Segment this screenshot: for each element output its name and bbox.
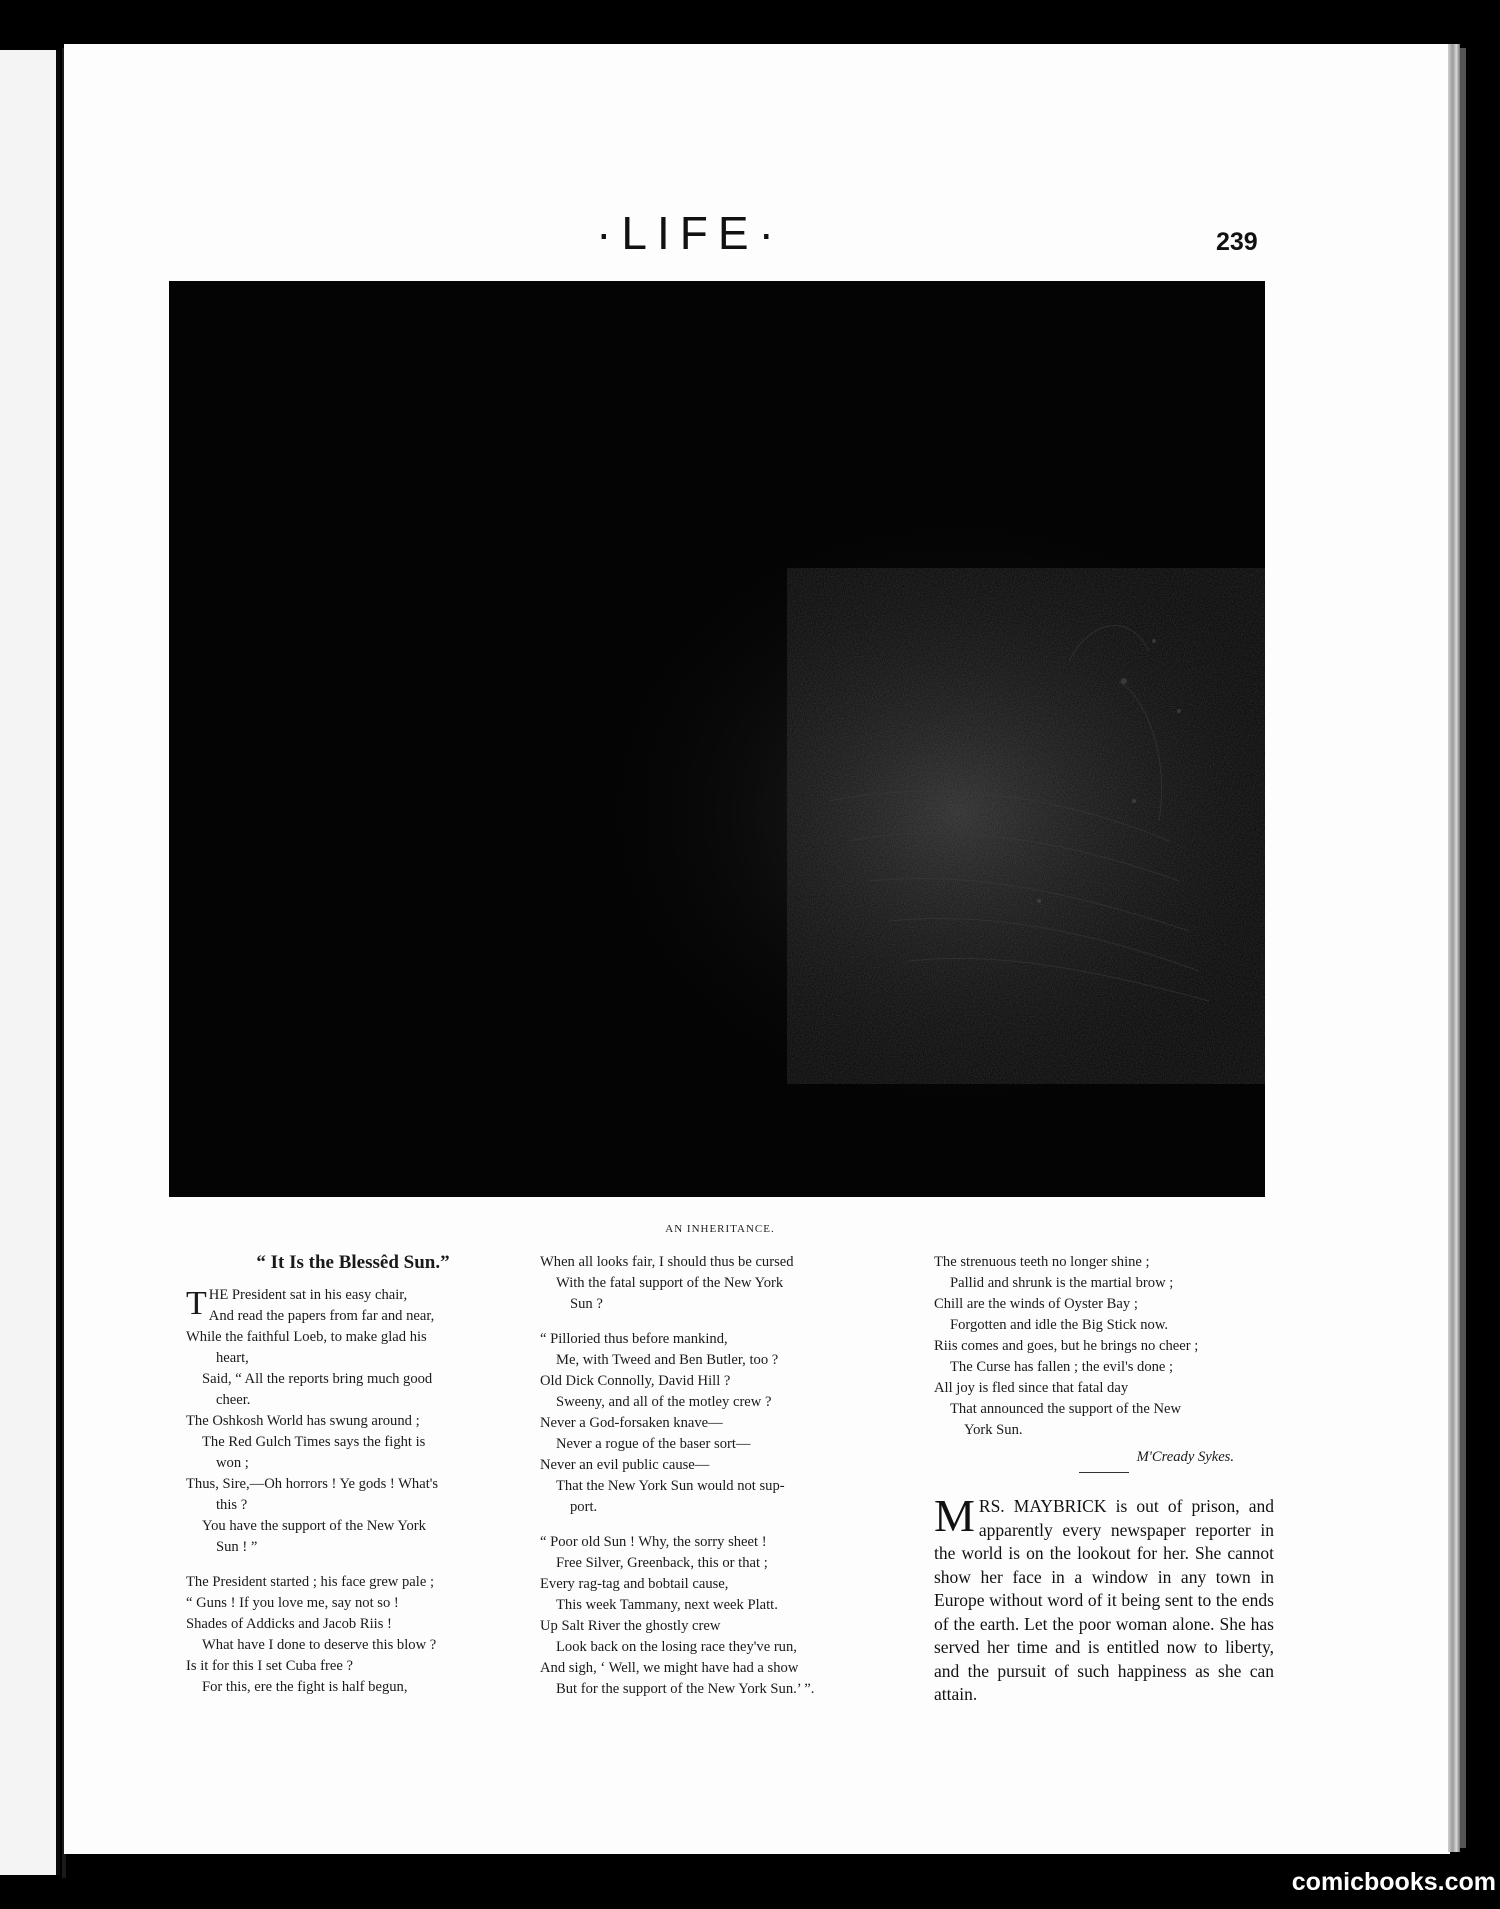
poem-line: The President started ; his face grew pale ;	[186, 1574, 435, 1590]
poem-column-2	[540, 1252, 900, 1714]
poem-line: Forgotten and idle the Big Stick now.	[950, 1317, 1169, 1333]
poem-line: While the faithful Loeb, to make glad his	[186, 1329, 427, 1345]
poem-line: You have the support of the New York	[202, 1518, 426, 1534]
section-divider	[1079, 1472, 1129, 1473]
poem-line: Sun ! ”	[216, 1539, 258, 1555]
facing-page-edge	[0, 50, 60, 1875]
poem-line: With the fatal support of the New York	[556, 1275, 784, 1291]
poem-line: Up Salt River the ghostly crew	[540, 1618, 721, 1634]
poem-line: “ Poor old Sun ! Why, the sorry sheet !	[540, 1534, 767, 1550]
maybrick-paragraph	[934, 1490, 1274, 1707]
poem-line: Chill are the winds of Oyster Bay ;	[934, 1296, 1138, 1312]
poem-line: And read the papers from far and near,	[208, 1308, 435, 1324]
poem-stanza-6	[934, 1252, 1274, 1441]
page-stack-edge	[1448, 44, 1460, 1852]
poem-line: Never a God-forsaken knave—	[540, 1415, 723, 1431]
poem-line: Is it for this I set Cuba free ?	[186, 1658, 353, 1674]
poem-line: won ;	[216, 1455, 249, 1471]
poem-line: Sweeny, and all of the motley crew ?	[556, 1394, 772, 1410]
poem-line: Never a rogue of the baser sort—	[556, 1436, 751, 1452]
poem-line: Old Dick Connolly, David Hill ?	[540, 1373, 731, 1389]
poem-line: York Sun.	[964, 1422, 1023, 1438]
poem-line: That announced the support of the New	[950, 1401, 1181, 1417]
poem-line: Free Silver, Greenback, this or that ;	[556, 1555, 768, 1571]
poem-line: The strenuous teeth no longer shine ;	[934, 1254, 1150, 1270]
poem-dropcap: T	[186, 1285, 207, 1322]
poem-line: Every rag-tag and bobtail cause,	[540, 1576, 729, 1592]
poem-line: “ Guns ! If you love me, say not so !	[186, 1595, 399, 1611]
illustration-an-inheritance	[169, 281, 1265, 1197]
poem-line: Look back on the losing race they've run,	[556, 1639, 797, 1655]
page-stack-shadow	[1460, 48, 1466, 1848]
poem-column-1	[186, 1248, 520, 1712]
illustration-caption: AN INHERITANCE.	[665, 1223, 775, 1235]
poem-stanza-5	[540, 1532, 900, 1700]
article-dropcap: M	[934, 1490, 975, 1541]
poem-line: But for the support of the New York Sun.’ ”.	[556, 1681, 815, 1697]
poem-line: Never an evil public cause—	[540, 1457, 710, 1473]
poem-line: port.	[570, 1499, 598, 1515]
page-number: 239	[1216, 228, 1258, 256]
poem-signature: M'Cready Sykes.	[1136, 1449, 1234, 1465]
article-text: RS. MAYBRICK is out of prison, and apparently every newspaper reporter in the world is on the lookout for her. She cannot show her face in a window in any town in Europe without word of it being sent to the ends of the earth. Let the poor woman alone. She has served her time and is entitled now to liberty, and the pursuit of such happiness as she can attain.	[934, 1496, 1274, 1704]
site-watermark: comicbooks.com	[1291, 1868, 1496, 1896]
poem-line: Shades of Addicks and Jacob Riis !	[186, 1616, 392, 1632]
poem-line: Me, with Tweed and Ben Butler, too ?	[556, 1352, 779, 1368]
poem-line: “ Pilloried thus before mankind,	[540, 1331, 728, 1347]
poem-line: Thus, Sire,—Oh horrors ! Ye gods ! What's	[186, 1476, 439, 1492]
poem-stanza-2	[186, 1572, 520, 1698]
poem-stanza-4	[540, 1329, 900, 1518]
poem-line: The Red Gulch Times says the fight is	[202, 1434, 426, 1450]
poem-line: When all looks fair, I should thus be cursed	[540, 1254, 794, 1270]
poem-line: this ?	[216, 1497, 248, 1513]
dark-engraving	[169, 281, 1265, 1197]
poem-column-3	[934, 1252, 1274, 1707]
poem-line: Riis comes and goes, but he brings no cheer ;	[934, 1338, 1199, 1354]
poem-line: That the New York Sun would not sup-	[556, 1478, 785, 1494]
poem-line: HE President sat in his easy chair,	[208, 1287, 408, 1303]
poem-line: For this, ere the fight is half begun,	[202, 1679, 408, 1695]
masthead: ·LIFE·	[596, 207, 784, 259]
poem-line: The Oshkosh World has swung around ;	[186, 1413, 420, 1429]
poem-line: Said, “ All the reports bring much good	[202, 1371, 433, 1387]
poem-stanza-3	[540, 1252, 900, 1315]
poem-line: Sun ?	[570, 1296, 603, 1312]
poem-line: Pallid and shrunk is the martial brow ;	[950, 1275, 1174, 1291]
poem-line: heart,	[216, 1350, 249, 1366]
poem-line: And sigh, ‘ Well, we might have had a show	[540, 1660, 799, 1676]
poem-title: “ It Is the Blessêd Sun.”	[256, 1252, 450, 1273]
poem-line: cheer.	[216, 1392, 251, 1408]
poem-line: What have I done to deserve this blow ?	[202, 1637, 437, 1653]
poem-line: This week Tammany, next week Platt.	[556, 1597, 778, 1613]
poem-stanza-1	[186, 1285, 520, 1558]
poem-line: All joy is fled since that fatal day	[934, 1380, 1129, 1396]
poem-line: The Curse has fallen ; the evil's done ;	[950, 1359, 1174, 1375]
